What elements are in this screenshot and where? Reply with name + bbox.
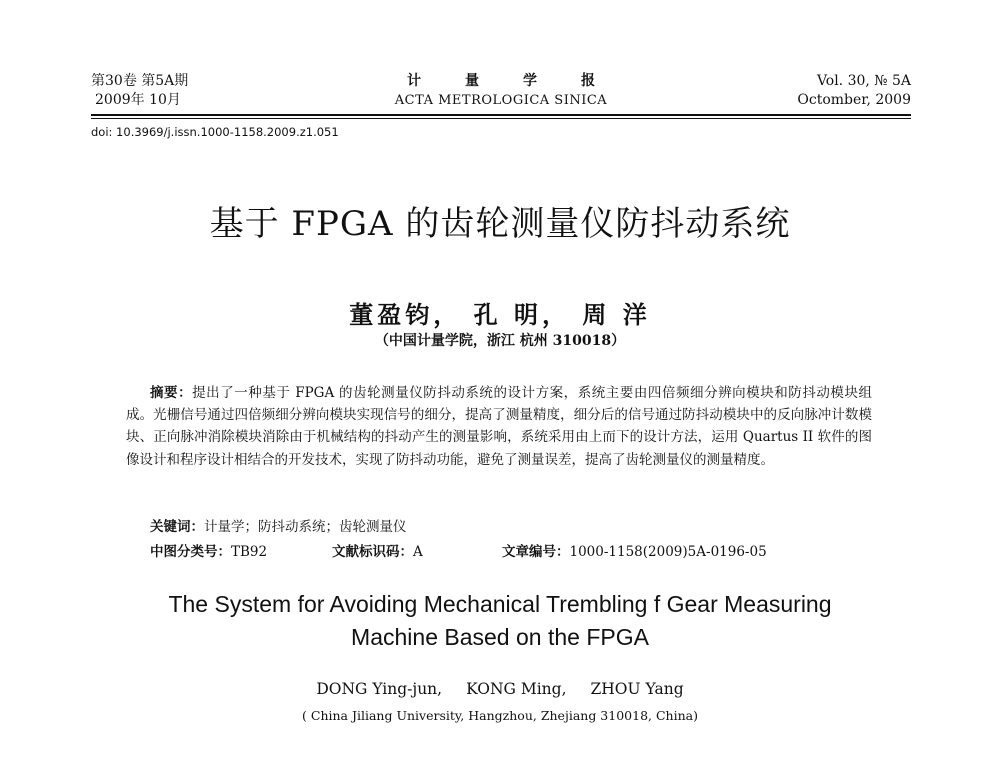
keywords-line	[150, 515, 407, 535]
article-number-label: 文章编号：	[502, 544, 570, 560]
header-date-cn: 2009年 10月	[95, 92, 181, 108]
paper-title-cn: 基于 FPGA 的齿轮测量仪防抖动系统	[209, 204, 791, 244]
doi-line: doi: 10.3969/j.issn.1000-1158.2009.z1.051	[91, 125, 339, 139]
doc-code-value: A	[413, 544, 423, 560]
author-en-2: KONG Ming,	[466, 680, 567, 698]
abstract-label: 摘要：	[150, 385, 193, 401]
author-en-3: ZHOU Yang	[590, 680, 684, 698]
paper-title-en-line2: Machine Based on the FPGA	[351, 624, 649, 650]
header-rule-thin	[91, 118, 911, 119]
header-right	[797, 72, 911, 110]
abstract-cn	[126, 382, 872, 471]
authors-en	[0, 680, 1000, 698]
journal-header	[91, 72, 911, 112]
affiliation-cn: （中国计量学院，浙江 杭州 310018）	[374, 333, 626, 349]
paper-title-en-line1: The System for Avoiding Mechanical Trembling f Gear Measuring	[168, 591, 832, 617]
header-rule-thick	[91, 114, 911, 116]
doc-code-label: 文献标识码：	[332, 544, 413, 560]
paper-title-en	[0, 588, 1000, 654]
header-date-en: Octomber, 2009	[797, 92, 911, 108]
keywords-text: 计量学；防抖动系统；齿轮测量仪	[204, 519, 407, 535]
journal-name-cn: 计量学报	[407, 73, 639, 89]
article-number-value: 1000-1158(2009)5A-0196-05	[569, 544, 767, 560]
journal-name-en: ACTA METROLOGICA SINICA	[394, 93, 608, 108]
header-volume-en: Vol. 30, № 5A	[816, 73, 911, 89]
header-center	[91, 72, 911, 110]
authors-cn: 董盈钧， 孔 明， 周 洋	[349, 300, 651, 329]
clc-label: 中图分类号：	[150, 544, 231, 560]
affiliation-en: ( China Jiliang University, Hangzhou, Zhejiang 310018, China)	[302, 708, 698, 723]
abstract-text: 提出了一种基于 FPGA 的齿轮测量仪防抖动系统的设计方案，系统主要由四倍频细分辨向模块和防抖动模块组成。光栅信号通过四倍频细分辨向模块实现信号的细分，提高了测量精度，细分后的信号通过防抖动模块中的反向脉冲计数模块、正向脉冲消除模块消除由于机械结构的抖动产生的测量影响，系统采用由上而下的设计方法，运用 Quartus II 软件的图像设计和程序设计相结合的开发技术，实现了防抖动功能，避免了测量误差，提高了齿轮测量仪的测量精度。	[126, 385, 872, 468]
header-volume-issue: 第30卷 第5A期	[91, 73, 189, 89]
clc-value: TB92	[231, 544, 268, 560]
keywords-label: 关键词：	[150, 519, 204, 535]
classification-line	[150, 540, 850, 560]
author-en-1: DONG Ying-jun,	[316, 680, 443, 698]
